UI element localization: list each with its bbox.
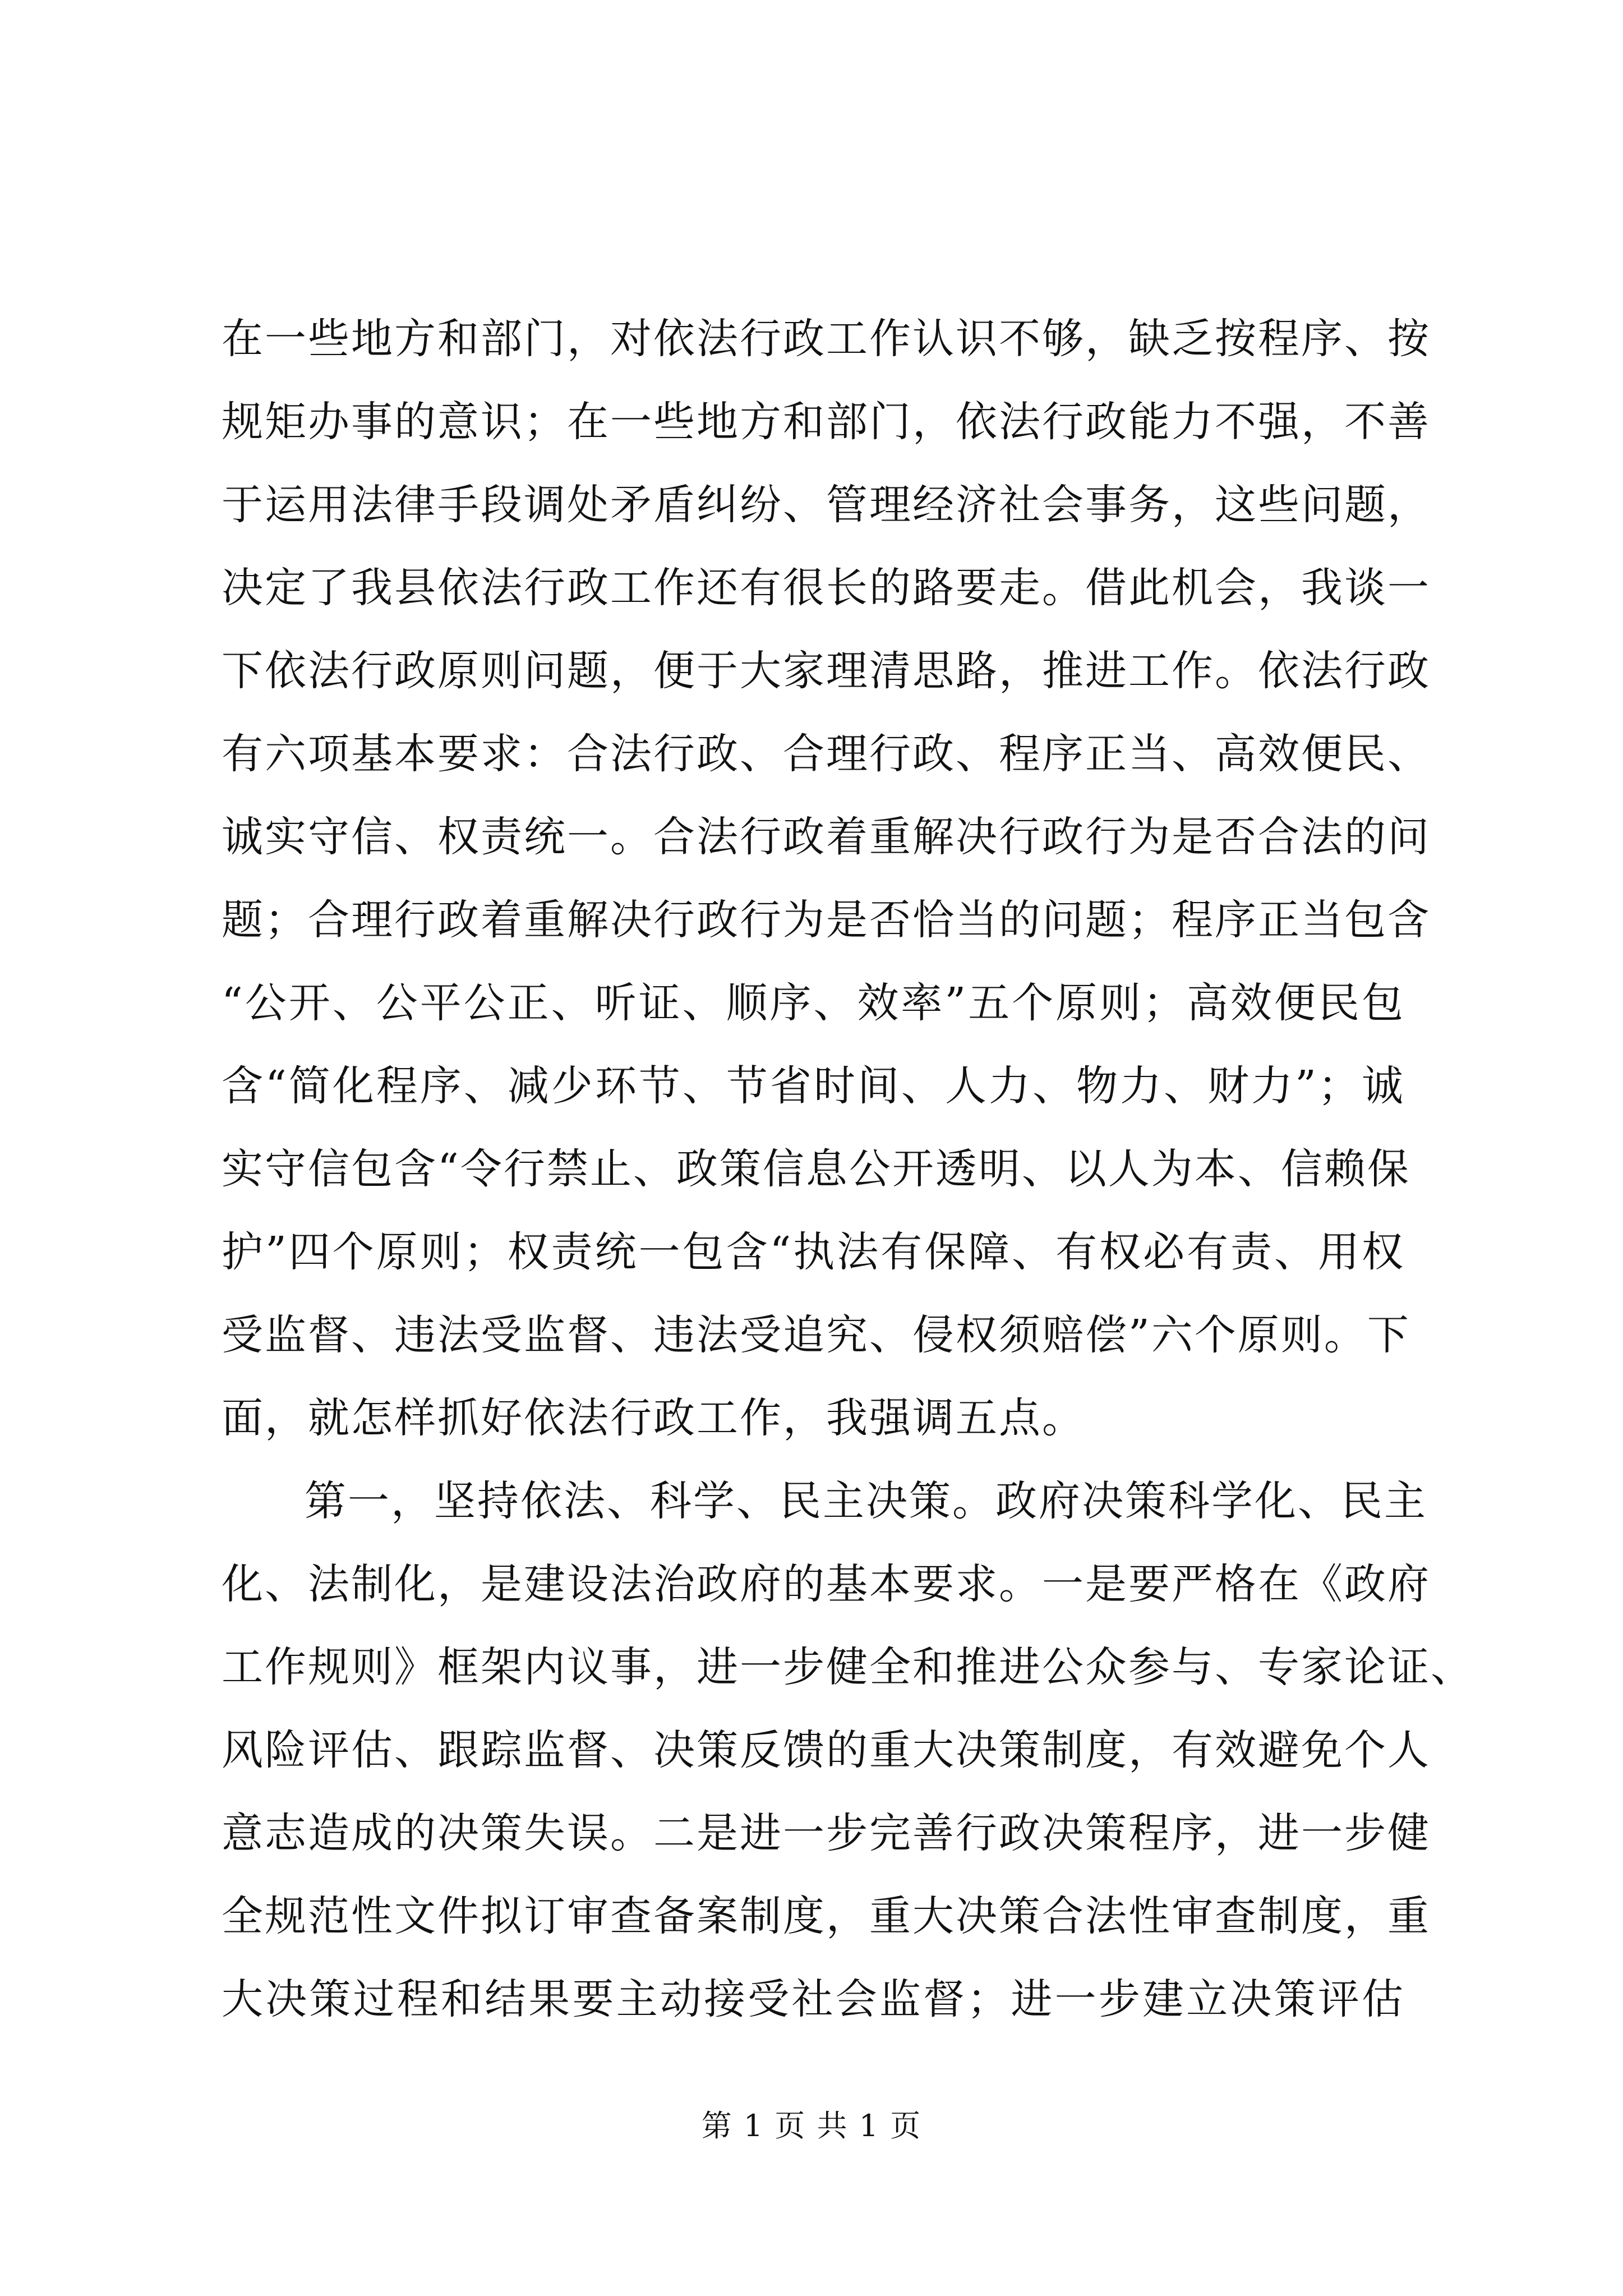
text-line: “公开、公平公正、听证、顺序、效率”五个原则；高效便民包 [222,979,1405,1027]
text-line: 有六项基本要求：合法行政、合理行政、程序正当、高效便民、 [222,730,1431,778]
text-line: 实守信包含“令行禁止、政策信息公开透明、以人为本、信赖保 [222,1145,1410,1193]
text-line: 全规范性文件拟订审查备案制度，重大决策合法性审查制度，重 [222,1892,1431,1940]
text-line: 于运用法律手段调处矛盾纠纷、管理经济社会事务，这些问题， [222,481,1431,529]
text-line: 诚实守信、权责统一。合法行政着重解决行政行为是否合法的问 [222,813,1431,861]
text-line: 意志造成的决策失误。二是进一步完善行政决策程序，进一步健 [222,1809,1431,1857]
text-line: 决定了我县依法行政工作还有很长的路要走。借此机会，我谈一 [222,564,1431,612]
text-line: 受监督、违法受监督、违法受追究、侵权须赔偿”六个原则。下 [222,1311,1410,1359]
text-line: 工作规则》框架内议事，进一步健全和推进公众参与、专家论证、 [222,1643,1474,1691]
paragraph-first-line: 第一，坚持依法、科学、民主决策。政府决策科学化、民主 [305,1477,1427,1525]
text-line: 面，就怎样抓好依法行政工作，我强调五点。 [222,1394,1085,1442]
text-line: 在一些地方和部门，对依法行政工作认识不够，缺乏按程序、按 [222,315,1431,363]
document-body [222,297,1474,2041]
text-line: 规矩办事的意识；在一些地方和部门，依法行政能力不强，不善 [222,398,1431,446]
text-line: 护”四个原则；权责统一包含“执法有保障、有权必有责、用权 [222,1228,1405,1276]
text-line: 风险评估、跟踪监督、决策反馈的重大决策制度，有效避免个人 [222,1726,1431,1774]
page-number-label: 第 1 页 共 1 页 [701,2108,922,2143]
text-line: 含“简化程序、减少环节、节省时间、人力、物力、财力”；诚 [222,1062,1405,1110]
text-line: 题；合理行政着重解决行政行为是否恰当的问题；程序正当包含 [222,896,1431,944]
text-line: 大决策过程和结果要主动接受社会监督；进一步建立决策评估 [222,1975,1405,2023]
text-line: 化、法制化，是建设法治政府的基本要求。一是要严格在《政府 [222,1560,1431,1608]
page-footer [0,2106,1623,2146]
text-line: 下依法行政原则问题，便于大家理清思路，推进工作。依法行政 [222,647,1431,695]
